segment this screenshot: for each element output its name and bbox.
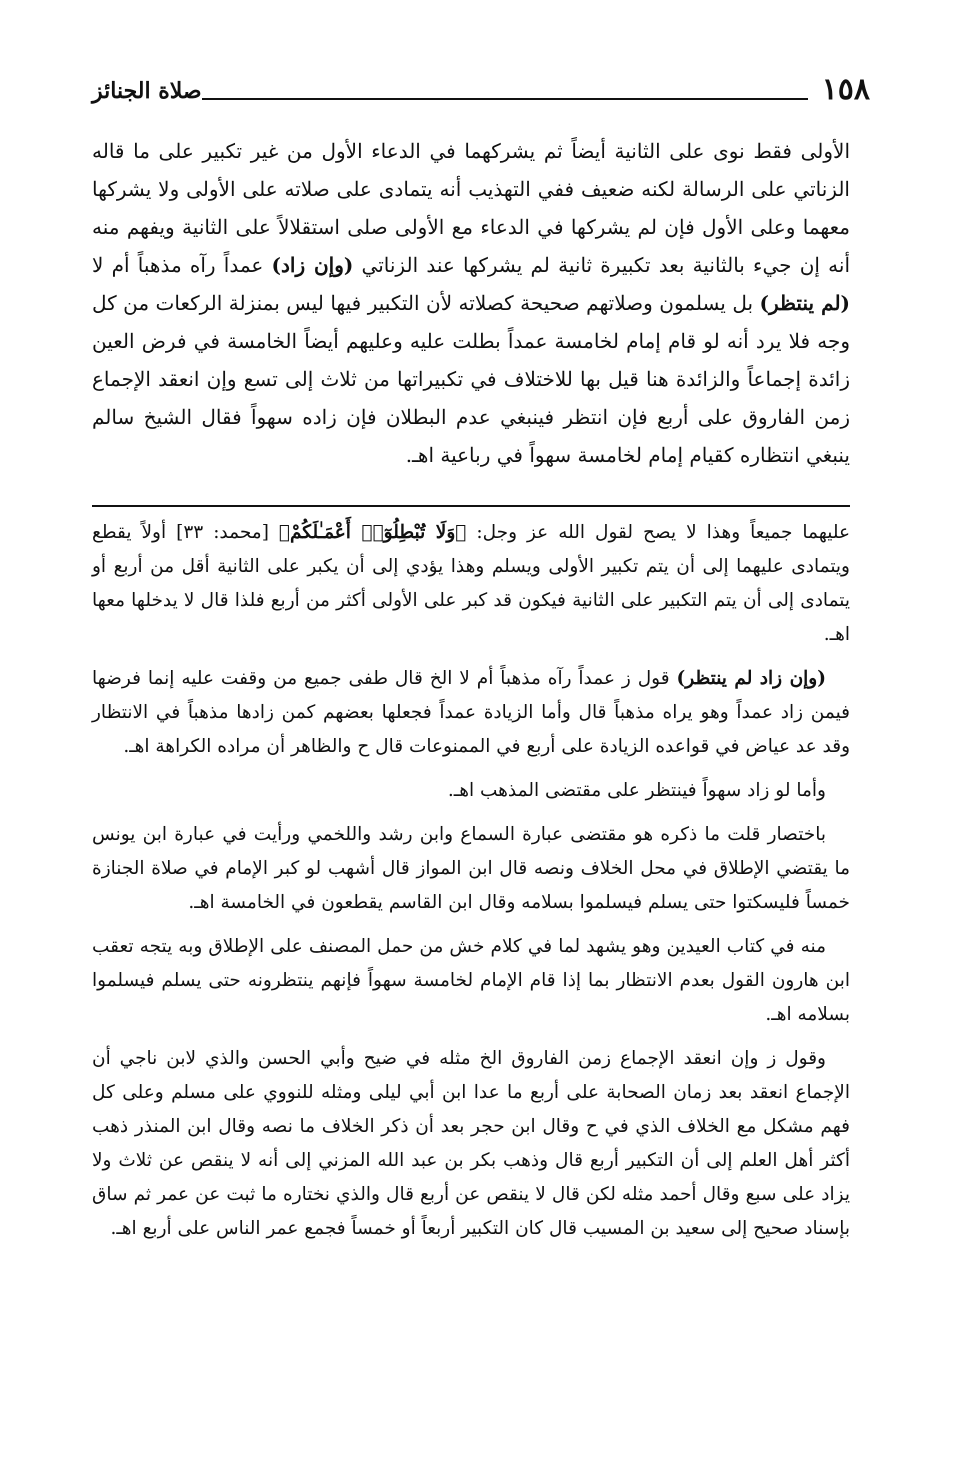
header-rule <box>202 98 808 100</box>
footnote-bold-term: (وإن زاد لم ينتظر) <box>676 668 826 689</box>
main-paragraph <box>92 132 850 474</box>
quran-verse: ﴿وَلَا تُبْطِلُوٓا۟ أَعْمَـٰلَكُمْ﴾ <box>278 522 467 543</box>
footnote-paragraph: باختصار قلت ما ذكره هو مقتضى عبارة السماع وابن رشد واللخمي ورأيت في عبارة ابن يونس ما يقتضي الإطلاق في محل الخلاف ونصه قال ابن المواز قال أشهب لو كبر الإمام في صلاة الجنازة خمساً فليسكتوا حتى يسلم فيسلموا بسلامه وقال ابن القاسم يقطعون في الخامسة اهـ. <box>92 824 850 913</box>
footnote-text: عليهما جميعاً وهذا لا يصح لقول الله عز وجل: <box>466 522 850 543</box>
main-text-part: الأولى فقط نوى على الثانية أيضاً ثم يشركهما في الدعاء الأول من غير تكبير على ما قاله الزناتي على الرسالة لكنه ضعيف ففي التهذيب أنه يتمادى على صلاته على الأولى ولا يشركها معهما وعلى الأول فإن لم يشركها في الدعاء مع الأولى صلى استقلالاً على الثانية ويفهم منه أنه إن جيء بالثانية بعد تكبيرة ثانية لم يشركها عند الزناتي <box>92 139 851 277</box>
footnote-paragraph <box>92 662 850 764</box>
footnote-paragraph: منه في كتاب العيدين وهو يشهد لما في كلام خش من حمل المصنف على الإطلاق وبه يتجه تعقب ابن هارون القول بعدم الانتظار بما إذا قام الإمام لخامسة سهواً فإنهم ينتظرونه حتى يسلم فيسلموا بسلامه اهـ. <box>92 936 850 1025</box>
footnote-separator <box>92 505 850 507</box>
page-number: ١٥٨ <box>821 72 870 107</box>
footnote-paragraph <box>92 516 850 652</box>
bold-term-lam-yantazir: (لم ينتظر) <box>759 291 851 315</box>
main-text-block <box>92 132 850 474</box>
running-header <box>92 72 870 112</box>
footnote-paragraph: وقول ز وإن انعقد الإجماع زمن الفاروق الخ مثله في ضيح وأبي الحسن والذي لابن ناجي أن الإجماع انعقد بعد زمان الصحابة على أربع ما عدا ابن أبي ليلى ومثله للنووي على مسلم وعلى كل فهم مشكل مع الخلاف الذي في ح وقال ابن حجر بعد أن ذكر الخلاف ما نصه وقال ابن المنذر ذهب أكثر أهل العلم إلى أن التكبير أربع قال وذهب بكر بن عبد الله المزني إلى أنه لا ينقص عن ثلاث ولا يزاد على سبع وقال أحمد مثله لكن قال لا ينقص عن أربع قال والذي نختاره ما ثبت عن عمر ثم ساق بإسناد صحيح إلى سعيد بن المسيب قال كان التكبير أربعاً أو خمساً فجمع عمر الناس على أربع اهـ. <box>92 1048 850 1239</box>
bold-term-wa-in-zad: (وإن زاد) <box>271 253 354 277</box>
main-text-part: عمداً رآه مذهباً أم لا <box>92 253 272 277</box>
footnote-text: [محمد: ٣٣] أولاً يقطع ويتمادى عليهما إلى أن يتم تكبير الأولى ويسلم وهذا يؤدي إلى أن يكبر على الثانية أقل من أربع أو يتمادى إلى أن يتم التكبير على الثانية فيكون قد كبر على الأولى أكثر من أربع فلذا قال لا يدخلها معها اهـ. <box>92 522 850 645</box>
footnote-paragraph: وأما لو زاد سهواً فينتظر على مقتضى المذهب اهـ. <box>447 780 826 801</box>
footnote-text: قول ز عمداً رآه مذهباً أم لا الخ قال طفى جميع من وقفت عليه إنما فرضها فيمن زاد عمداً وهو يراه مذهباً قال وأما الزيادة عمداً فجعلها بعضهم كمن زادها مذهباً في الانتظار وقد عد عياض في قواعده الزيادة على أربع في الممنوعات قال ح والظاهر أن مراده الكراهة اهـ. <box>92 668 850 757</box>
main-text-part: بل يسلمون وصلاتهم صحيحة كصلاته لأن التكبير فيها ليس بمنزلة الركعات من كل وجه فلا يرد أنه لو قام إمام لخامسة عمداً بطلت عليه وعليهم أيضاً الخامسة في فرض العين زائدة إجماعاً والزائدة هنا قيل بها للاختلاف في تكبيراتها من ثلاث إلى تسع وإن انعقد الإجماع زمن الفاروق على أربع فإن انتظر فينبغي عدم البطلان فإن زاده سهواً فقال الشيخ سالم ينبغي انتظاره كقيام إمام لخامسة سهواً في رباعية اهـ. <box>92 291 850 467</box>
footnotes-block <box>92 516 850 1256</box>
chapter-title: صلاة الجنائز <box>92 78 202 104</box>
